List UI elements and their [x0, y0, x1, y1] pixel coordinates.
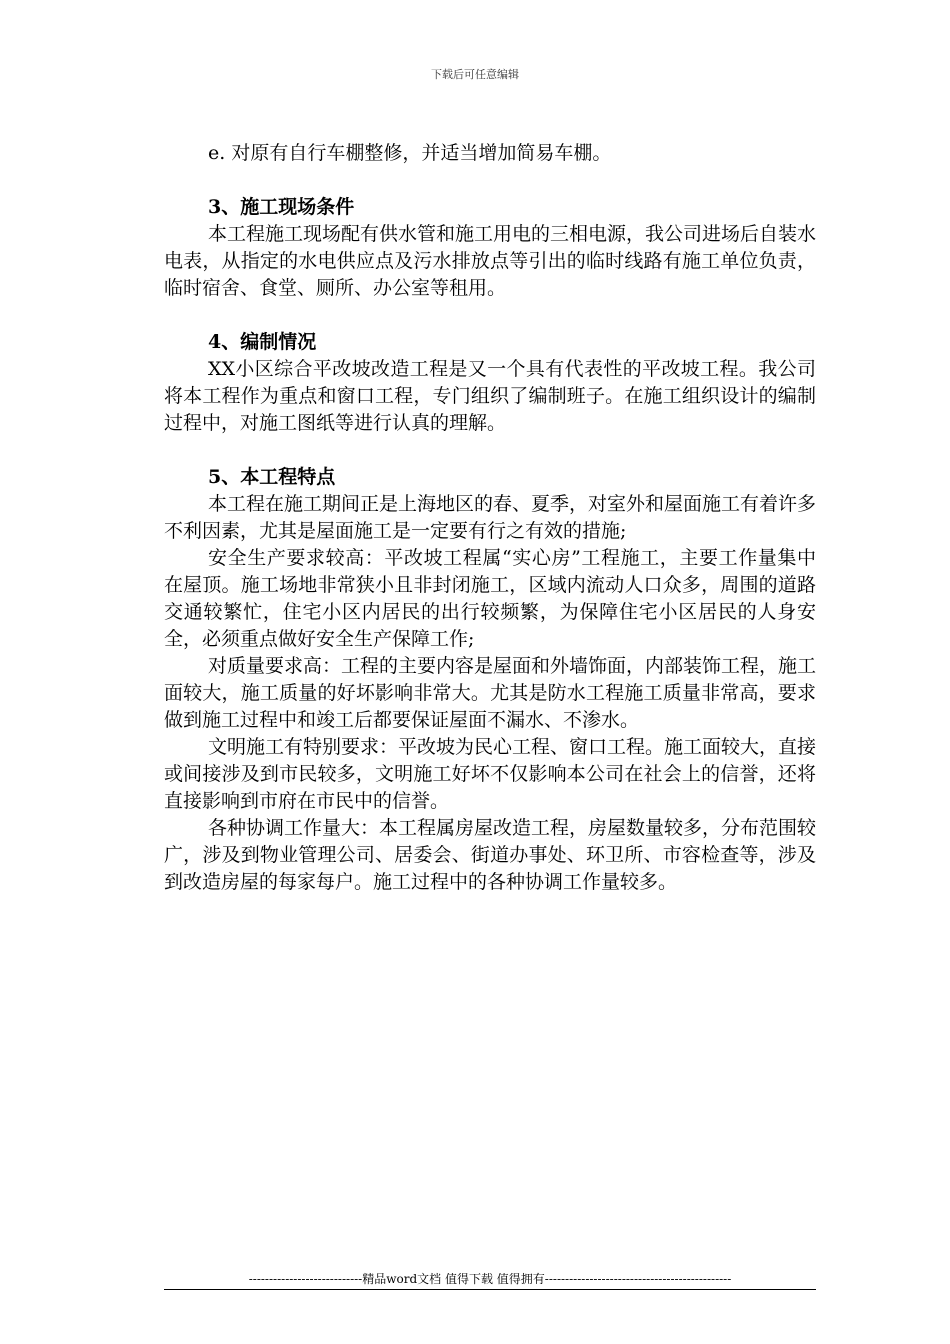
- document-body: [164, 140, 816, 896]
- section-heading: 4、编制情况: [208, 331, 317, 353]
- page-header: 下载后可任意编辑: [431, 68, 519, 81]
- paragraph: 对质量要求高：工程的主要内容是屋面和外墙饰面，内部装饰工程，施工面较大，施工质量的好坏影响非常大。尤其是防水工程施工质量非常高，要求做到施工过程中和竣工后都要保证屋面不漏水、不渗水。: [164, 655, 817, 731]
- section-compilation: [164, 329, 816, 437]
- paragraph: 各种协调工作量大：本工程属房屋改造工程，房屋数量较多，分布范围较广，涉及到物业管理公司、居委会、街道办事处、环卫所、市容检查等，涉及到改造房屋的每家每户。施工过程中的各种协调工作量较多。: [164, 817, 817, 893]
- paragraph: 文明施工有特别要求：平改坡为民心工程、窗口工程。施工面较大，直接或间接涉及到市民较多，文明施工好坏不仅影响本公司在社会上的信誉，还将直接影响到市府在市民中的信誉。: [164, 736, 817, 812]
- list-item-e: e. 对原有自行车棚整修，并适当增加简易车棚。: [208, 142, 612, 164]
- paragraph: XX小区综合平改坡改造工程是又一个具有代表性的平改坡工程。我公司将本工程作为重点和窗口工程，专门组织了编制班子。在施工组织设计的编制过程中，对施工图纸等进行认真的理解。: [164, 358, 816, 434]
- section-site-conditions: [164, 194, 816, 302]
- section-heading: 5、本工程特点: [208, 466, 336, 488]
- paragraph: 本工程在施工期间正是上海地区的春、夏季，对室外和屋面施工有着许多不利因素，尤其是屋面施工是一定要有行之有效的措施;: [164, 493, 817, 542]
- footer-divider: [164, 1289, 816, 1290]
- paragraph: 安全生产要求较高：平改坡工程属“实心房”工程施工，主要工作量集中在屋顶。施工场地非常狭小且非封闭施工，区域内流动人口众多，周围的道路交通较繁忙，住宅小区内居民的出行较频繁，为保障住宅小区居民的人身安全，必须重点做好安全生产保障工作;: [164, 547, 816, 650]
- section-project-features: [164, 464, 816, 896]
- section-heading: 3、施工现场条件: [208, 196, 355, 218]
- page-footer: ----------------------------精品word文档 值得下载 值得拥有----------------------------------------------: [248, 1272, 732, 1286]
- paragraph: 本工程施工现场配有供水管和施工用电的三相电源，我公司进场后自装水电表，从指定的水电供应点及污水排放点等引出的临时线路有施工单位负责，临时宿舍、食堂、厕所、办公室等租用。: [164, 223, 817, 299]
